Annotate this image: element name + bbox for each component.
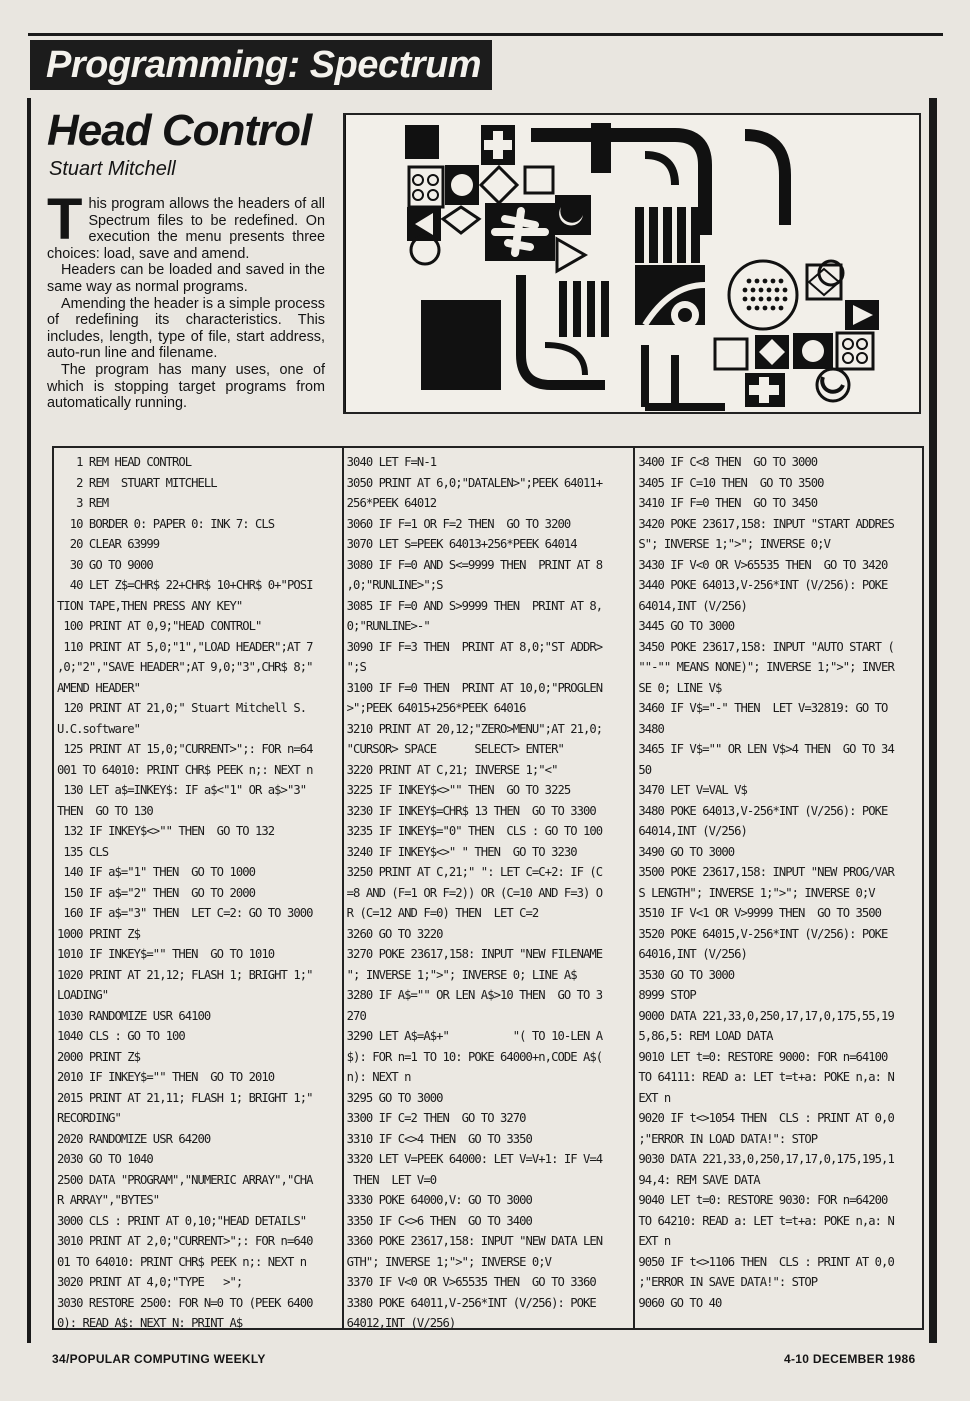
listing-column-2: [342, 448, 634, 1328]
code-line: TION TAPE,THEN PRESS ANY KEY": [57, 598, 243, 613]
code-line: 3 REM: [57, 496, 109, 510]
code-line: 3400 IF C<8 THEN GO TO 3000: [638, 455, 818, 469]
code-line: 0): READ A$: NEXT N: PRINT A$: [57, 1316, 243, 1328]
program-listing: [52, 446, 924, 1330]
code-line: 3450 POKE 23617,158: INPUT "AUTO START (: [638, 639, 894, 654]
header-illustration: [343, 113, 921, 414]
code-line: S LENGTH"; INVERSE 1;">"; INVERSE 0;V: [638, 885, 875, 900]
code-line: 3310 IF C<>4 THEN GO TO 3350: [346, 1131, 532, 1146]
code-line: 3270 POKE 23617,158: INPUT "NEW FILENAME: [346, 947, 603, 961]
code-line: 3420 POKE 23617,158: INPUT "START ADDRES: [638, 516, 894, 531]
code-line: 3010 PRINT AT 2,0;"CURRENT>";: FOR n=640: [57, 1234, 313, 1248]
intro-paragraph: The program has many uses, one of which is stopping target programs from automatically running.: [47, 361, 325, 412]
code-line: 256*PEEK 64012: [346, 496, 437, 510]
code-line: ,0;"RUNLINE>";S: [346, 578, 443, 592]
code-line: 9060 GO TO 40: [638, 1295, 722, 1310]
code-line: 1 REM HEAD CONTROL: [57, 455, 192, 469]
code-line: 2020 RANDOMIZE USR 64200: [57, 1131, 211, 1146]
code-line: $): FOR n=1 TO 10: POKE 64000+n,CODE A$(: [346, 1049, 603, 1064]
code-line: 3350 IF C<>6 THEN GO TO 3400: [346, 1213, 532, 1228]
code-line: TO 64111: READ a: LET t=t+a: POKE n,a: N: [638, 1070, 894, 1084]
code-line: 150 IF a$="2" THEN GO TO 2000: [57, 885, 256, 900]
footer-date: 4-10 DECEMBER 1986: [784, 1352, 916, 1366]
code-line: 3360 POKE 23617,158: INPUT "NEW DATA LEN: [346, 1234, 603, 1248]
code-line: RECORDING": [57, 1111, 121, 1125]
code-line: 160 IF a$="3" THEN LET C=2: GO TO 3000: [57, 906, 313, 920]
left-border-bar: [27, 98, 31, 1343]
code-line: 5,86,5: REM LOAD DATA: [638, 1029, 773, 1043]
code-line: 140 IF a$="1" THEN GO TO 1000: [57, 865, 256, 879]
code-line: 3440 POKE 64013,V-256*INT (V/256): POKE: [638, 578, 888, 592]
code-line: 3020 PRINT AT 4,0;"TYPE >";: [57, 1275, 243, 1289]
article-title: Head Control: [47, 106, 312, 155]
code-line: 94,4: REM SAVE DATA: [638, 1172, 760, 1187]
code-line: 2030 GO TO 1040: [57, 1152, 153, 1166]
code-line: 3510 IF V<1 OR V>9999 THEN GO TO 3500: [638, 906, 882, 920]
code-line: 3000 CLS : PRINT AT 0,10;"HEAD DETAILS": [57, 1213, 307, 1228]
code-line: 64012,INT (V/256): [346, 1316, 456, 1328]
code-line: 3290 LET A$=A$+" "( TO 10-LEN A: [346, 1029, 603, 1043]
code-line: 120 PRINT AT 21,0;" Stuart Mitchell S.: [57, 701, 307, 715]
code-line: R ARRAY","BYTES": [57, 1193, 160, 1207]
code-line: S"; INVERSE 1;">"; INVERSE 0;V: [638, 537, 830, 551]
code-line: 3460 IF V$="-" THEN LET V=32819: GO TO: [638, 701, 888, 715]
code-line: 135 CLS: [57, 844, 109, 859]
footer-page-info: 34/POPULAR COMPUTING WEEKLY: [52, 1352, 266, 1366]
code-line: 2010 IF INKEY$="" THEN GO TO 2010: [57, 1070, 275, 1084]
code-line: 9020 IF t<>1054 THEN CLS : PRINT AT 0,0: [638, 1111, 894, 1125]
drop-cap: T: [47, 187, 83, 252]
code-line: AMEND HEADER": [57, 680, 141, 695]
code-line: 100 PRINT AT 0,9;"HEAD CONTROL": [57, 619, 262, 633]
code-line: 3480 POKE 64013,V-256*INT (V/256): POKE: [638, 803, 888, 818]
code-line: 3225 IF INKEY$<>"" THEN GO TO 3225: [346, 783, 571, 797]
code-line: ,0;"2","SAVE HEADER";AT 9,0;"3",CHR$ 8;": [57, 660, 313, 674]
code-line: 3295 GO TO 3000: [346, 1090, 443, 1105]
code-line: 125 PRINT AT 15,0;"CURRENT>";: FOR n=64: [57, 742, 313, 756]
listing-column-3: [633, 448, 922, 1328]
code-line: 3405 IF C=10 THEN GO TO 3500: [638, 475, 824, 490]
code-line: 3260 GO TO 3220: [346, 926, 443, 941]
code-line: ""-"" MEANS NONE)"; INVERSE 1;">"; INVER: [638, 660, 894, 674]
code-line: 8999 STOP: [638, 988, 696, 1002]
code-line: 3070 LET S=PEEK 64013+256*PEEK 64014: [346, 537, 577, 551]
code-line: 9030 DATA 221,33,0,250,17,17,0,175,195,1: [638, 1152, 894, 1166]
code-line: U.C.software": [57, 721, 141, 736]
code-line: 2015 PRINT AT 21,11; FLASH 1; BRIGHT 1;": [57, 1090, 313, 1105]
code-line: =8 AND (F=1 OR F=2)) OR (C=10 AND F=3) O: [346, 885, 603, 900]
code-line: 3250 PRINT AT C,21;" ": LET C=C+2: IF (C: [346, 865, 603, 879]
code-line: >";PEEK 64015+256*PEEK 64016: [346, 701, 526, 715]
code-line: 3050 PRINT AT 6,0;"DATALEN>";PEEK 64011+: [346, 475, 603, 490]
code-line: 001 TO 64010: PRINT CHR$ PEEK n;: NEXT n: [57, 762, 313, 777]
code-line: 40 LET Z$=CHR$ 22+CHR$ 10+CHR$ 0+"POSI: [57, 578, 313, 592]
code-line: 1040 CLS : GO TO 100: [57, 1029, 185, 1043]
code-line: 3480: [638, 721, 664, 736]
code-line: 64014,INT (V/256): [638, 598, 747, 613]
code-line: 3060 IF F=1 OR F=2 THEN GO TO 3200: [346, 516, 571, 531]
section-banner: Programming: Spectrum: [30, 40, 492, 90]
code-line: 9040 LET t=0: RESTORE 9030: FOR n=64200: [638, 1193, 888, 1207]
code-line: 64016,INT (V/256): [638, 947, 747, 961]
code-line: GTH"; INVERSE 1;">"; INVERSE 0;V: [346, 1254, 552, 1269]
code-line: 1010 IF INKEY$="" THEN GO TO 1010: [57, 947, 275, 961]
code-line: 3085 IF F=0 AND S>9999 THEN PRINT AT 8,: [346, 598, 603, 613]
code-line: 3235 IF INKEY$="0" THEN CLS : GO TO 100: [346, 824, 603, 838]
code-line: 3490 GO TO 3000: [638, 844, 735, 859]
code-line: 270: [346, 1008, 366, 1023]
code-line: 3445 GO TO 3000: [638, 619, 735, 633]
code-line: n): NEXT n: [346, 1070, 411, 1084]
code-line: EXT n: [638, 1090, 671, 1105]
code-line: 10 BORDER 0: PAPER 0: INK 7: CLS: [57, 516, 275, 531]
code-line: 3320 LET V=PEEK 64000: LET V=V+1: IF V=4: [346, 1152, 603, 1166]
code-line: 1000 PRINT Z$: [57, 926, 141, 941]
code-line: ;"ERROR IN LOAD DATA!": STOP: [638, 1131, 818, 1146]
code-line: 3520 POKE 64015,V-256*INT (V/256): POKE: [638, 926, 888, 941]
code-line: 3300 IF C=2 THEN GO TO 3270: [346, 1111, 526, 1125]
right-border-bar: [929, 98, 937, 1343]
code-line: 3240 IF INKEY$<>" " THEN GO TO 3230: [346, 844, 577, 859]
code-line: 3080 IF F=0 AND S<=9999 THEN PRINT AT 8: [346, 557, 603, 572]
code-line: 0;"RUNLINE>-": [346, 619, 430, 633]
code-line: 3430 IF V<0 OR V>65535 THEN GO TO 3420: [638, 557, 888, 572]
code-line: 01 TO 64010: PRINT CHR$ PEEK n;: NEXT n: [57, 1254, 307, 1269]
code-line: 3210 PRINT AT 20,12;"ZERO>MENU";AT 21,0;: [346, 721, 603, 736]
code-line: 50: [638, 762, 652, 777]
intro-paragraph: Headers can be loaded and saved in the same way as normal programs.: [47, 262, 325, 295]
code-line: 2000 PRINT Z$: [57, 1049, 141, 1064]
code-line: SE 0; LINE V$: [638, 680, 722, 695]
code-line: 3410 IF F=0 THEN GO TO 3450: [638, 496, 818, 510]
listing-column-1: [54, 448, 342, 1328]
code-line: 20 CLEAR 63999: [57, 537, 160, 551]
code-line: 30 GO TO 9000: [57, 557, 153, 572]
top-rule: [28, 33, 943, 36]
code-line: 3380 POKE 64011,V-256*INT (V/256): POKE: [346, 1295, 596, 1310]
code-line: R (C=12 AND F=0) THEN LET C=2: [346, 906, 539, 920]
code-line: 2 REM STUART MITCHELL: [57, 475, 217, 490]
illustration-graphic: [345, 115, 919, 412]
code-line: 9010 LET t=0: RESTORE 9000: FOR n=64100: [638, 1049, 888, 1064]
code-line: 3090 IF F=3 THEN PRINT AT 8,0;"ST ADDR>: [346, 639, 603, 654]
code-line: 3465 IF V$="" OR LEN V$>4 THEN GO TO 34: [638, 742, 894, 756]
code-line: ";S: [346, 660, 366, 674]
code-line: 3500 POKE 23617,158: INPUT "NEW PROG/VAR: [638, 865, 894, 879]
intro-paragraph: Amending the header is a simple process of redefining its characteristics. This includes, length, type of file, start address, auto-run line and filename.: [47, 295, 325, 362]
code-line: 3040 LET F=N-1: [346, 455, 437, 469]
code-line: 132 IF INKEY$<>"" THEN GO TO 132: [57, 824, 275, 838]
code-line: 3370 IF V<0 OR V>65535 THEN GO TO 3360: [346, 1275, 596, 1289]
code-line: THEN LET V=0: [346, 1172, 437, 1187]
article-intro: [47, 187, 325, 412]
code-line: "CURSOR> SPACE SELECT> ENTER": [346, 742, 564, 756]
code-line: 3470 LET V=VAL V$: [638, 783, 747, 797]
code-line: 1020 PRINT AT 21,12; FLASH 1; BRIGHT 1;": [57, 967, 313, 982]
code-line: 9050 IF t<>1106 THEN CLS : PRINT AT 0,0: [638, 1254, 894, 1269]
code-line: 3330 POKE 64000,V: GO TO 3000: [346, 1193, 532, 1207]
code-line: ;"ERROR IN SAVE DATA!": STOP: [638, 1275, 818, 1289]
code-line: 2500 DATA "PROGRAM","NUMERIC ARRAY","CHA: [57, 1172, 313, 1187]
code-line: 9000 DATA 221,33,0,250,17,17,0,175,55,19: [638, 1008, 894, 1023]
article-author: Stuart Mitchell: [49, 158, 176, 180]
code-line: 3280 IF A$="" OR LEN A$>10 THEN GO TO 3: [346, 988, 603, 1002]
code-line: 3230 IF INKEY$=CHR$ 13 THEN GO TO 3300: [346, 803, 596, 818]
code-line: 64014,INT (V/256): [638, 824, 747, 838]
code-line: EXT n: [638, 1234, 671, 1248]
intro-paragraph: This program allows the headers of all Spectrum files to be redefined. On execution the menu presents three choices: load, save and amend.: [47, 187, 325, 262]
code-line: 3100 IF F=0 THEN PRINT AT 10,0;"PROGLEN: [346, 680, 603, 695]
code-line: "; INVERSE 1;">"; INVERSE 0; LINE A$: [346, 967, 577, 982]
code-line: THEN GO TO 130: [57, 803, 153, 818]
code-line: 3530 GO TO 3000: [638, 967, 735, 982]
code-line: TO 64210: READ a: LET t=t+a: POKE n,a: N: [638, 1213, 894, 1228]
code-line: 1030 RANDOMIZE USR 64100: [57, 1008, 211, 1023]
code-line: 130 LET a$=INKEY$: IF a$<"1" OR a$>"3": [57, 783, 307, 797]
code-line: 110 PRINT AT 5,0;"1","LOAD HEADER";AT 7: [57, 639, 313, 654]
code-line: LOADING": [57, 988, 109, 1002]
code-line: 3220 PRINT AT C,21; INVERSE 1;"<": [346, 762, 558, 777]
code-line: 3030 RESTORE 2500: FOR N=0 TO (PEEK 6400: [57, 1295, 313, 1310]
